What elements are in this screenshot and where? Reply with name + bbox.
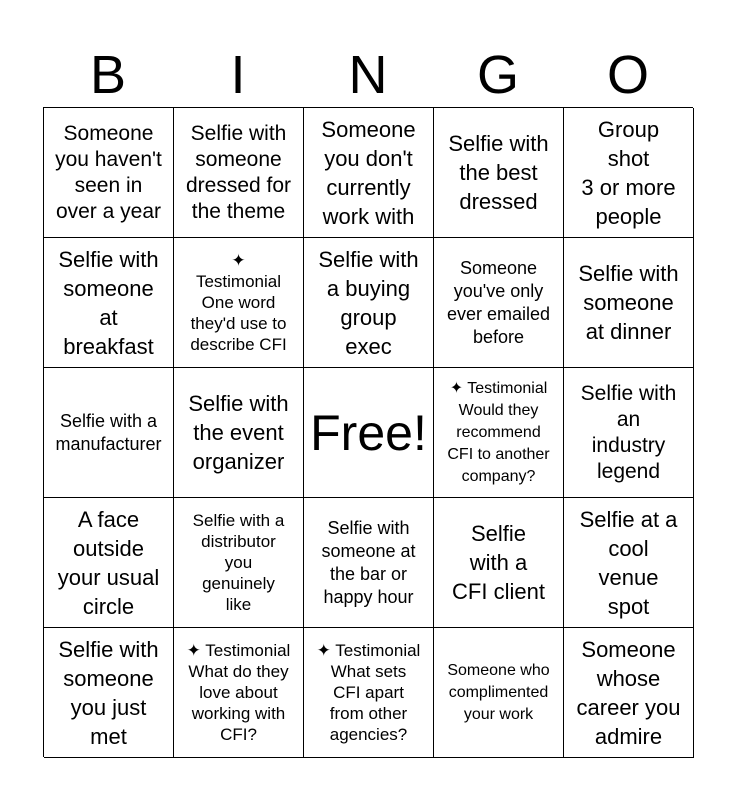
bingo-cell[interactable]: [564, 368, 694, 498]
cell-text: Someone you've only ever emailed before: [446, 257, 551, 347]
bingo-cell[interactable]: [304, 108, 434, 238]
bingo-cell[interactable]: [564, 628, 694, 758]
bingo-cell[interactable]: [174, 108, 304, 238]
cell-text: Selfie with a manufacturer: [55, 410, 162, 454]
bingo-cell[interactable]: [44, 368, 174, 498]
bingo-cell[interactable]: [434, 628, 564, 758]
header-letter-n: N: [348, 45, 388, 105]
cell-text: Selfie at a cool venue spot: [579, 506, 678, 619]
bingo-board: [43, 107, 693, 757]
bingo-cell[interactable]: [304, 238, 434, 368]
free-space-text: Free!: [310, 404, 427, 461]
cell-text: Selfie with an industry legend: [580, 381, 677, 483]
bingo-cell[interactable]: [434, 108, 564, 238]
cell-text: Selfie with someone at breakfast: [58, 246, 159, 359]
bingo-cell[interactable]: [434, 498, 564, 628]
cell-text: Someone who complimented your work: [447, 661, 550, 723]
bingo-cell[interactable]: [44, 628, 174, 758]
cell-text: Selfie with a distributor you genuinely like: [192, 511, 285, 614]
bingo-cell[interactable]: [564, 498, 694, 628]
free-space-cell[interactable]: [304, 368, 434, 498]
cell-text: Someone you haven't seen in over a year: [55, 121, 162, 223]
cell-text: Selfie with someone dressed for the theme: [185, 121, 292, 223]
bingo-cell[interactable]: [564, 108, 694, 238]
cell-text: ✦ Testimonial Would they recommend CFI to another company?: [447, 379, 550, 485]
cell-text: Group shot 3 or more people: [581, 116, 676, 229]
cell-text: Selfie with someone at the bar or happy hour: [321, 517, 416, 607]
bingo-cell[interactable]: [44, 108, 174, 238]
cell-text: A face outside your usual circle: [57, 506, 160, 619]
bingo-header: [43, 44, 693, 106]
cell-text: ✦ Testimonial One word they'd use to describe CFI: [190, 251, 287, 354]
cell-text: Selfie with the event organizer: [188, 391, 289, 474]
cell-text: Selfie with someone you just met: [58, 636, 159, 749]
cell-text: Someone whose career you admire: [576, 636, 681, 749]
cell-text: Selfie with someone at dinner: [578, 261, 679, 344]
bingo-cell[interactable]: [174, 628, 304, 758]
bingo-cell[interactable]: [44, 238, 174, 368]
header-letter-b: B: [89, 45, 127, 105]
bingo-cell[interactable]: [564, 238, 694, 368]
bingo-cell[interactable]: [304, 498, 434, 628]
cell-text: ✦ Testimonial What sets CFI apart from other agencies?: [316, 641, 421, 744]
bingo-cell[interactable]: [304, 628, 434, 758]
cell-text: Selfie with a buying group exec: [318, 246, 419, 359]
bingo-cell[interactable]: [174, 238, 304, 368]
bingo-cell[interactable]: [174, 498, 304, 628]
cell-text: Someone you don't currently work with: [321, 116, 416, 229]
cell-text: ✦ Testimonial What do they love about working with CFI?: [186, 641, 291, 744]
bingo-cell[interactable]: [44, 498, 174, 628]
bingo-cell[interactable]: [434, 368, 564, 498]
cell-text: Selfie with the best dressed: [448, 131, 549, 214]
header-letter-i: I: [230, 45, 246, 105]
bingo-cell[interactable]: [174, 368, 304, 498]
header-letter-o: O: [606, 45, 649, 105]
header-letter-g: G: [476, 45, 519, 105]
bingo-cell[interactable]: [434, 238, 564, 368]
cell-text: Selfie with a CFI client: [452, 521, 545, 604]
